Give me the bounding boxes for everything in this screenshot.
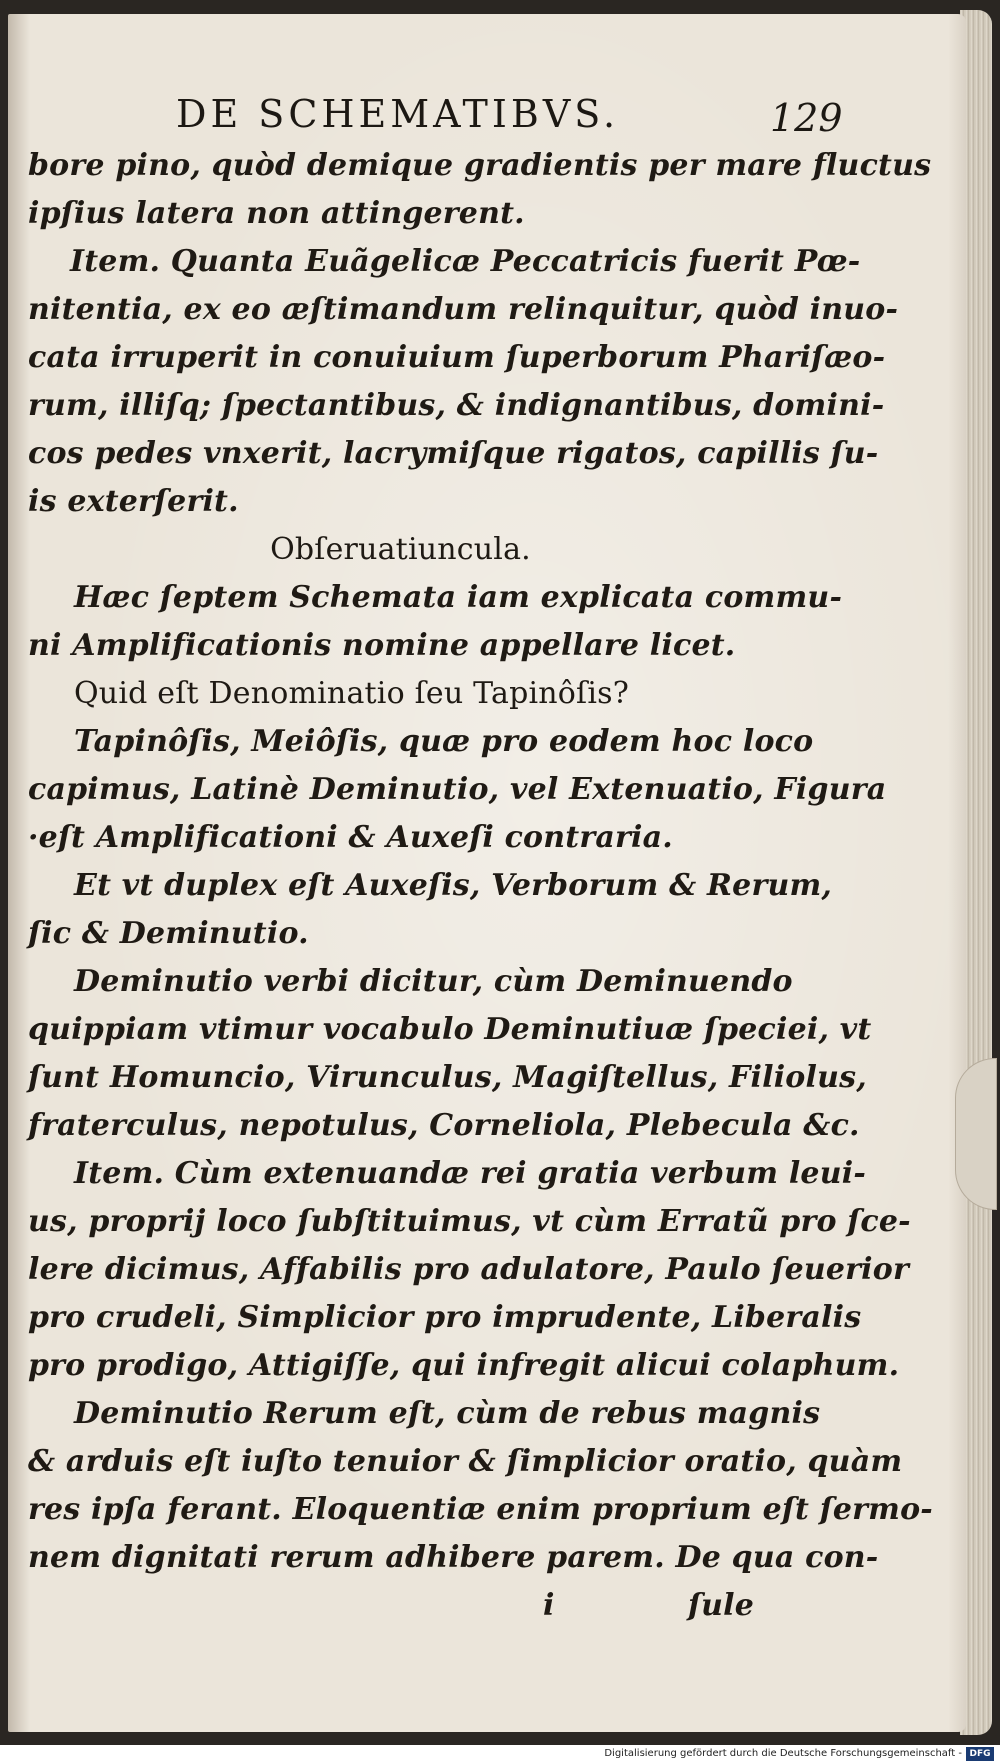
running-head: DE SCHEMATIBVS. [176, 92, 620, 136]
text-line: fraterculus, nepotulus, Corneliola, Plebecula &c. [28, 1108, 860, 1143]
text-line: lere dicimus, Affabilis pro adulatore, Paulo ſeuerior [28, 1252, 909, 1287]
text-line: ·eſt Amplificationi & Auxeſi contraria. [28, 820, 673, 855]
catchline [28, 1582, 773, 1630]
question-heading: Quid eſt Denominatio ſeu Tapinôſis? [74, 676, 630, 711]
text-line: is exterſerit. [28, 484, 239, 519]
text-line: nitentia, ex eo æſtimandum relinquitur, quòd inuo- [28, 292, 899, 327]
text-line: Deminutio Rerum eſt, cùm de rebus magnis [74, 1396, 821, 1431]
text-line: nem dignitati rerum adhibere parem. De qua con- [28, 1540, 879, 1575]
text-line: Hæc ſeptem Schemata iam explicata commu- [74, 580, 843, 615]
thumb-notch [955, 1058, 997, 1210]
text-line: bore pino, quòd demique gradientis per mare fluctus [28, 148, 932, 183]
text-line: quippiam vtimur vocabulo Deminutiuæ ſpeciei, vt [28, 1012, 872, 1047]
text-line: ſic & Deminutio. [28, 916, 309, 951]
page-number: 129 [770, 96, 843, 140]
dfg-logo: DFG [966, 1747, 994, 1761]
text-line: Item. Cùm extenuandæ rei gratia verbum leui- [74, 1156, 866, 1191]
text-line: res ipſa ferant. Eloquentiæ enim proprium eſt ſermo- [28, 1492, 933, 1527]
text-line: cata irruperit in conuiuium ſuperborum Phariſæo- [28, 340, 886, 375]
text-line: ſunt Homuncio, Virunculus, Magiſtellus, Filiolus, [28, 1060, 867, 1095]
digitization-credit: Digitalisierung gefördert durch die Deutsche Forschungsgemeinschaft - [604, 1748, 962, 1759]
text-line: Deminutio verbi dicitur, cùm Deminuendo [74, 964, 793, 999]
text-line: & arduis eſt iuſto tenuior & ſimplicior oratio, quàm [28, 1444, 903, 1479]
text-line: Tapinôſis, Meiôſis, quæ pro eodem hoc loco [74, 724, 814, 759]
text-line: pro crudeli, Simplicior pro imprudente, Liberalis [28, 1300, 862, 1335]
text-line: pro prodigo, Attigiſſe, qui infregit alicui colaphum. [28, 1348, 900, 1383]
section-heading: Obſeruatiuncula. [270, 532, 531, 567]
text-line: Item. Quanta Euãgelicæ Peccatricis fuerit Pœ- [70, 244, 861, 279]
signature-mark: i [543, 1588, 555, 1623]
text-line: rum, illiſq; ſpectantibus, & indignantibus, domini- [28, 388, 885, 423]
text-line: Et vt duplex eſt Auxeſis, Verborum & Rerum, [74, 868, 833, 903]
catchword: ſule [688, 1588, 755, 1623]
text-line: us, proprij loco ſubſtituimus, vt cùm Erratũ pro ſce- [28, 1204, 911, 1239]
text-block [28, 142, 933, 1630]
text-line: ipſius latera non attingerent. [28, 196, 525, 231]
text-line: ni Amplificationis nomine appellare licet. [28, 628, 736, 663]
text-line: cos pedes vnxerit, lacrymiſque rigatos, capillis ſu- [28, 436, 879, 471]
text-line: capimus, Latinè Deminutio, vel Extenuatio, Figura [28, 772, 887, 807]
